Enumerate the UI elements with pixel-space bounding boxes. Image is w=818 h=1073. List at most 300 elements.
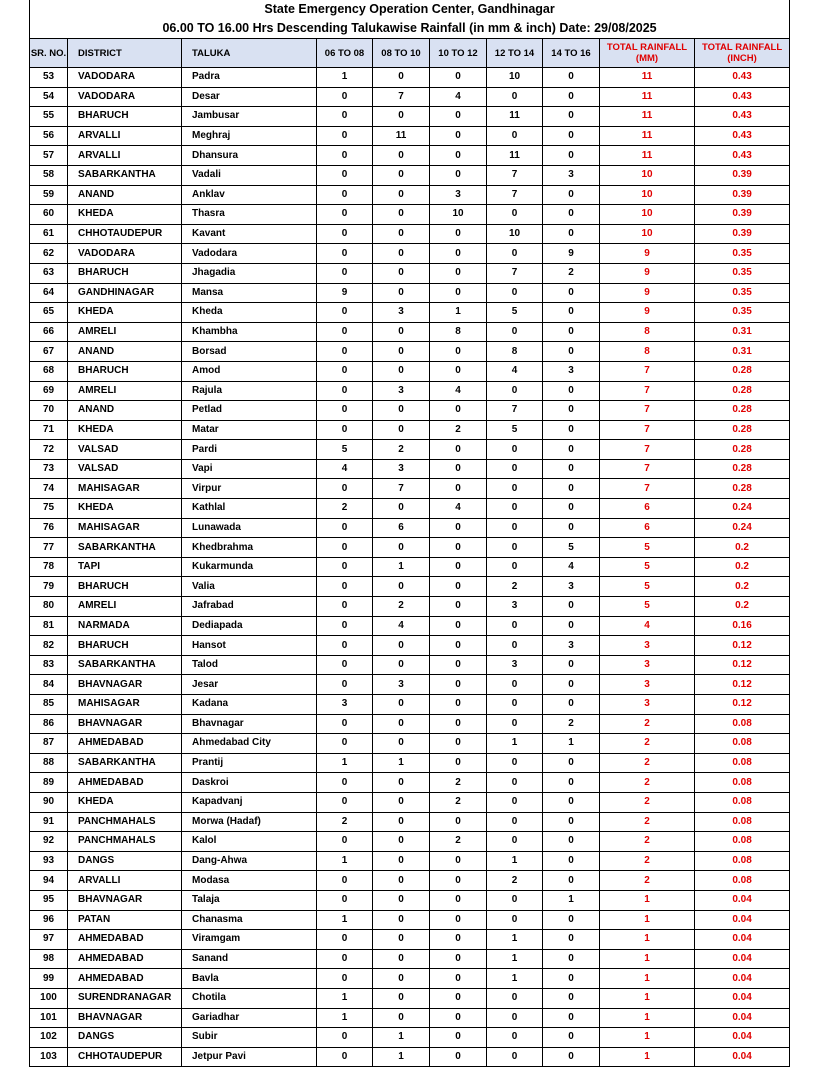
rain-10-12-cell: 2 bbox=[430, 420, 487, 440]
total-inch-cell: 0.39 bbox=[695, 165, 790, 185]
taluka-cell: Bavla bbox=[182, 969, 317, 989]
rain-10-12-cell: 0 bbox=[430, 988, 487, 1008]
rain-14-16-cell: 0 bbox=[543, 440, 600, 460]
rain-14-16-cell: 5 bbox=[543, 538, 600, 558]
table-row bbox=[30, 851, 790, 871]
rain-12-14-cell: 1 bbox=[487, 851, 543, 871]
sr-no-cell: 85 bbox=[30, 695, 68, 715]
report-subtitle: 06.00 TO 16.00 Hrs Descending Talukawise Rainfall (in mm & inch) Date: 29/08/2025 bbox=[30, 19, 790, 39]
rain-14-16-cell: 3 bbox=[543, 636, 600, 656]
taluka-cell: Jesar bbox=[182, 675, 317, 695]
rain-10-12-cell: 0 bbox=[430, 538, 487, 558]
total-mm-cell: 1 bbox=[600, 930, 695, 950]
rain-06-08-cell: 2 bbox=[317, 499, 373, 519]
rainfall-table bbox=[29, 0, 790, 1067]
total-inch-cell: 0.43 bbox=[695, 126, 790, 146]
rain-14-16-cell: 0 bbox=[543, 381, 600, 401]
rain-08-10-cell: 6 bbox=[373, 518, 430, 538]
rain-10-12-cell: 0 bbox=[430, 636, 487, 656]
sr-no-cell: 100 bbox=[30, 988, 68, 1008]
rain-10-12-cell: 0 bbox=[430, 910, 487, 930]
rain-10-12-cell: 0 bbox=[430, 597, 487, 617]
sr-no-cell: 59 bbox=[30, 185, 68, 205]
rain-08-10-cell: 3 bbox=[373, 675, 430, 695]
rain-06-08-cell: 0 bbox=[317, 538, 373, 558]
total-mm-cell: 11 bbox=[600, 87, 695, 107]
rain-14-16-cell: 0 bbox=[543, 753, 600, 773]
rain-06-08-cell: 0 bbox=[317, 655, 373, 675]
rain-12-14-cell: 3 bbox=[487, 597, 543, 617]
rain-06-08-cell: 0 bbox=[317, 303, 373, 323]
rain-06-08-cell: 0 bbox=[317, 577, 373, 597]
rain-12-14-cell: 0 bbox=[487, 87, 543, 107]
rain-14-16-cell: 0 bbox=[543, 1047, 600, 1067]
sr-no-cell: 81 bbox=[30, 616, 68, 636]
total-inch-cell: 0.12 bbox=[695, 636, 790, 656]
total-mm-cell: 6 bbox=[600, 499, 695, 519]
rain-08-10-cell: 0 bbox=[373, 420, 430, 440]
total-mm-cell: 2 bbox=[600, 792, 695, 812]
rain-06-08-cell: 1 bbox=[317, 68, 373, 88]
rain-08-10-cell: 1 bbox=[373, 557, 430, 577]
rain-14-16-cell: 0 bbox=[543, 1008, 600, 1028]
rain-12-14-cell: 7 bbox=[487, 165, 543, 185]
rain-10-12-cell: 0 bbox=[430, 1028, 487, 1048]
district-cell: MAHISAGAR bbox=[68, 518, 182, 538]
taluka-cell: Subir bbox=[182, 1028, 317, 1048]
rain-14-16-cell: 0 bbox=[543, 283, 600, 303]
table-row bbox=[30, 401, 790, 421]
col-taluka: TALUKA bbox=[182, 39, 317, 68]
taluka-cell: Dang-Ahwa bbox=[182, 851, 317, 871]
rain-06-08-cell: 0 bbox=[317, 871, 373, 891]
district-cell: SABARKANTHA bbox=[68, 655, 182, 675]
total-mm-cell: 7 bbox=[600, 440, 695, 460]
rain-06-08-cell: 0 bbox=[317, 597, 373, 617]
rain-12-14-cell: 0 bbox=[487, 499, 543, 519]
report-title: State Emergency Operation Center, Gandhinagar bbox=[30, 0, 790, 19]
total-mm-cell: 4 bbox=[600, 616, 695, 636]
total-mm-cell: 8 bbox=[600, 322, 695, 342]
sr-no-cell: 68 bbox=[30, 361, 68, 381]
sr-no-cell: 67 bbox=[30, 342, 68, 362]
rain-06-08-cell: 0 bbox=[317, 616, 373, 636]
rain-10-12-cell: 0 bbox=[430, 342, 487, 362]
rain-08-10-cell: 11 bbox=[373, 126, 430, 146]
taluka-cell: Khedbrahma bbox=[182, 538, 317, 558]
district-cell: AHMEDABAD bbox=[68, 734, 182, 754]
taluka-cell: Ahmedabad City bbox=[182, 734, 317, 754]
taluka-cell: Lunawada bbox=[182, 518, 317, 538]
rain-06-08-cell: 0 bbox=[317, 401, 373, 421]
total-inch-cell: 0.12 bbox=[695, 695, 790, 715]
rain-08-10-cell: 0 bbox=[373, 792, 430, 812]
total-mm-cell: 5 bbox=[600, 557, 695, 577]
total-inch-cell: 0.35 bbox=[695, 244, 790, 264]
total-inch-cell: 0.12 bbox=[695, 655, 790, 675]
col-14-16: 14 TO 16 bbox=[543, 39, 600, 68]
total-mm-cell: 1 bbox=[600, 1008, 695, 1028]
rain-06-08-cell: 0 bbox=[317, 205, 373, 225]
rain-10-12-cell: 0 bbox=[430, 1047, 487, 1067]
rain-10-12-cell: 0 bbox=[430, 440, 487, 460]
rain-14-16-cell: 0 bbox=[543, 988, 600, 1008]
total-mm-cell: 11 bbox=[600, 126, 695, 146]
district-cell: KHEDA bbox=[68, 205, 182, 225]
rain-08-10-cell: 3 bbox=[373, 459, 430, 479]
rain-06-08-cell: 0 bbox=[317, 342, 373, 362]
district-cell: ANAND bbox=[68, 401, 182, 421]
taluka-cell: Vadali bbox=[182, 165, 317, 185]
sr-no-cell: 58 bbox=[30, 165, 68, 185]
col-total-inch: TOTAL RAINFALL (INCH) bbox=[695, 39, 790, 68]
rain-12-14-cell: 0 bbox=[487, 1047, 543, 1067]
rain-14-16-cell: 0 bbox=[543, 851, 600, 871]
rain-06-08-cell: 0 bbox=[317, 381, 373, 401]
rain-14-16-cell: 0 bbox=[543, 401, 600, 421]
rain-10-12-cell: 0 bbox=[430, 655, 487, 675]
rain-14-16-cell: 0 bbox=[543, 949, 600, 969]
rain-14-16-cell: 3 bbox=[543, 577, 600, 597]
total-mm-cell: 10 bbox=[600, 185, 695, 205]
table-row bbox=[30, 714, 790, 734]
district-cell: PANCHMAHALS bbox=[68, 812, 182, 832]
total-mm-cell: 7 bbox=[600, 401, 695, 421]
rain-08-10-cell: 0 bbox=[373, 322, 430, 342]
table-row bbox=[30, 675, 790, 695]
rain-06-08-cell: 0 bbox=[317, 969, 373, 989]
rain-06-08-cell: 0 bbox=[317, 322, 373, 342]
rain-06-08-cell: 0 bbox=[317, 930, 373, 950]
total-mm-cell: 9 bbox=[600, 263, 695, 283]
total-inch-cell: 0.08 bbox=[695, 734, 790, 754]
total-inch-cell: 0.43 bbox=[695, 87, 790, 107]
rain-06-08-cell: 0 bbox=[317, 792, 373, 812]
taluka-cell: Anklav bbox=[182, 185, 317, 205]
total-inch-cell: 0.39 bbox=[695, 185, 790, 205]
rain-12-14-cell: 0 bbox=[487, 205, 543, 225]
col-district: DISTRICT bbox=[68, 39, 182, 68]
table-row bbox=[30, 107, 790, 127]
rain-08-10-cell: 0 bbox=[373, 361, 430, 381]
rain-14-16-cell: 0 bbox=[543, 930, 600, 950]
district-cell: ARVALLI bbox=[68, 871, 182, 891]
rain-12-14-cell: 0 bbox=[487, 440, 543, 460]
rain-08-10-cell: 0 bbox=[373, 244, 430, 264]
table-row bbox=[30, 969, 790, 989]
table-row bbox=[30, 557, 790, 577]
total-inch-cell: 0.43 bbox=[695, 68, 790, 88]
col-total-mm: TOTAL RAINFALL (MM) bbox=[600, 39, 695, 68]
rain-12-14-cell: 0 bbox=[487, 459, 543, 479]
sr-no-cell: 66 bbox=[30, 322, 68, 342]
total-mm-cell: 9 bbox=[600, 303, 695, 323]
district-cell: PANCHMAHALS bbox=[68, 832, 182, 852]
table-row bbox=[30, 871, 790, 891]
taluka-cell: Gariadhar bbox=[182, 1008, 317, 1028]
rain-08-10-cell: 0 bbox=[373, 988, 430, 1008]
total-inch-cell: 0.31 bbox=[695, 342, 790, 362]
district-cell: CHHOTAUDEPUR bbox=[68, 224, 182, 244]
rain-06-08-cell: 0 bbox=[317, 146, 373, 166]
total-inch-cell: 0.35 bbox=[695, 263, 790, 283]
sr-no-cell: 72 bbox=[30, 440, 68, 460]
sr-no-cell: 78 bbox=[30, 557, 68, 577]
rain-14-16-cell: 0 bbox=[543, 342, 600, 362]
rain-06-08-cell: 1 bbox=[317, 910, 373, 930]
total-mm-cell: 3 bbox=[600, 636, 695, 656]
sr-no-cell: 94 bbox=[30, 871, 68, 891]
rain-10-12-cell: 4 bbox=[430, 381, 487, 401]
rain-12-14-cell: 0 bbox=[487, 322, 543, 342]
sr-no-cell: 57 bbox=[30, 146, 68, 166]
rain-14-16-cell: 0 bbox=[543, 126, 600, 146]
sr-no-cell: 88 bbox=[30, 753, 68, 773]
rain-06-08-cell: 3 bbox=[317, 695, 373, 715]
total-inch-cell: 0.2 bbox=[695, 557, 790, 577]
table-row bbox=[30, 361, 790, 381]
district-cell: VADODARA bbox=[68, 244, 182, 264]
table-row bbox=[30, 459, 790, 479]
rain-10-12-cell: 0 bbox=[430, 695, 487, 715]
rain-14-16-cell: 0 bbox=[543, 773, 600, 793]
rain-08-10-cell: 0 bbox=[373, 832, 430, 852]
table-row bbox=[30, 812, 790, 832]
table-row bbox=[30, 695, 790, 715]
sr-no-cell: 55 bbox=[30, 107, 68, 127]
total-inch-cell: 0.08 bbox=[695, 792, 790, 812]
rain-06-08-cell: 0 bbox=[317, 185, 373, 205]
taluka-cell: Thasra bbox=[182, 205, 317, 225]
taluka-cell: Meghraj bbox=[182, 126, 317, 146]
total-inch-cell: 0.28 bbox=[695, 361, 790, 381]
total-inch-cell: 0.16 bbox=[695, 616, 790, 636]
taluka-cell: Jhagadia bbox=[182, 263, 317, 283]
table-row bbox=[30, 792, 790, 812]
rain-06-08-cell: 1 bbox=[317, 851, 373, 871]
rain-14-16-cell: 0 bbox=[543, 479, 600, 499]
sr-no-cell: 73 bbox=[30, 459, 68, 479]
sr-no-cell: 69 bbox=[30, 381, 68, 401]
taluka-cell: Jafrabad bbox=[182, 597, 317, 617]
total-inch-cell: 0.12 bbox=[695, 675, 790, 695]
rain-12-14-cell: 5 bbox=[487, 420, 543, 440]
total-inch-cell: 0.35 bbox=[695, 283, 790, 303]
rain-06-08-cell: 0 bbox=[317, 832, 373, 852]
rain-10-12-cell: 0 bbox=[430, 283, 487, 303]
sr-no-cell: 63 bbox=[30, 263, 68, 283]
rain-08-10-cell: 2 bbox=[373, 597, 430, 617]
sr-no-cell: 77 bbox=[30, 538, 68, 558]
total-inch-cell: 0.08 bbox=[695, 773, 790, 793]
district-cell: SABARKANTHA bbox=[68, 538, 182, 558]
rain-14-16-cell: 0 bbox=[543, 499, 600, 519]
sr-no-cell: 84 bbox=[30, 675, 68, 695]
rain-08-10-cell: 0 bbox=[373, 283, 430, 303]
district-cell: AHMEDABAD bbox=[68, 930, 182, 950]
rain-10-12-cell: 0 bbox=[430, 165, 487, 185]
rain-10-12-cell: 0 bbox=[430, 459, 487, 479]
sr-no-cell: 54 bbox=[30, 87, 68, 107]
rain-12-14-cell: 0 bbox=[487, 381, 543, 401]
total-mm-cell: 8 bbox=[600, 342, 695, 362]
rain-12-14-cell: 1 bbox=[487, 969, 543, 989]
rain-10-12-cell: 0 bbox=[430, 734, 487, 754]
sr-no-cell: 86 bbox=[30, 714, 68, 734]
total-inch-cell: 0.35 bbox=[695, 303, 790, 323]
district-cell: ANAND bbox=[68, 185, 182, 205]
taluka-cell: Kalol bbox=[182, 832, 317, 852]
rain-06-08-cell: 0 bbox=[317, 126, 373, 146]
sr-no-cell: 83 bbox=[30, 655, 68, 675]
rain-12-14-cell: 7 bbox=[487, 185, 543, 205]
rain-08-10-cell: 0 bbox=[373, 263, 430, 283]
sr-no-cell: 103 bbox=[30, 1047, 68, 1067]
rain-14-16-cell: 0 bbox=[543, 303, 600, 323]
total-inch-cell: 0.04 bbox=[695, 988, 790, 1008]
rain-10-12-cell: 4 bbox=[430, 499, 487, 519]
total-mm-cell: 2 bbox=[600, 871, 695, 891]
col-08-10: 08 TO 10 bbox=[373, 39, 430, 68]
rain-12-14-cell: 0 bbox=[487, 812, 543, 832]
total-inch-cell: 0.24 bbox=[695, 499, 790, 519]
rain-12-14-cell: 0 bbox=[487, 538, 543, 558]
rain-08-10-cell: 0 bbox=[373, 107, 430, 127]
total-mm-cell: 7 bbox=[600, 361, 695, 381]
rain-10-12-cell: 0 bbox=[430, 68, 487, 88]
rain-06-08-cell: 0 bbox=[317, 479, 373, 499]
total-inch-cell: 0.04 bbox=[695, 1047, 790, 1067]
table-row bbox=[30, 126, 790, 146]
rain-10-12-cell: 2 bbox=[430, 832, 487, 852]
rain-12-14-cell: 0 bbox=[487, 616, 543, 636]
rain-06-08-cell: 0 bbox=[317, 773, 373, 793]
rain-06-08-cell: 0 bbox=[317, 518, 373, 538]
total-mm-cell: 11 bbox=[600, 107, 695, 127]
sr-no-cell: 102 bbox=[30, 1028, 68, 1048]
taluka-cell: Pardi bbox=[182, 440, 317, 460]
sr-no-cell: 60 bbox=[30, 205, 68, 225]
rain-12-14-cell: 11 bbox=[487, 107, 543, 127]
rain-08-10-cell: 1 bbox=[373, 1028, 430, 1048]
rain-08-10-cell: 0 bbox=[373, 910, 430, 930]
rain-06-08-cell: 0 bbox=[317, 244, 373, 264]
taluka-cell: Modasa bbox=[182, 871, 317, 891]
rain-08-10-cell: 0 bbox=[373, 185, 430, 205]
table-row bbox=[30, 949, 790, 969]
sr-no-cell: 75 bbox=[30, 499, 68, 519]
rain-06-08-cell: 0 bbox=[317, 224, 373, 244]
rain-14-16-cell: 0 bbox=[543, 518, 600, 538]
rain-14-16-cell: 0 bbox=[543, 322, 600, 342]
district-cell: DANGS bbox=[68, 1028, 182, 1048]
total-mm-cell: 3 bbox=[600, 695, 695, 715]
sr-no-cell: 76 bbox=[30, 518, 68, 538]
taluka-cell: Daskroi bbox=[182, 773, 317, 793]
rain-08-10-cell: 3 bbox=[373, 381, 430, 401]
total-inch-cell: 0.28 bbox=[695, 420, 790, 440]
rain-14-16-cell: 0 bbox=[543, 68, 600, 88]
rain-08-10-cell: 0 bbox=[373, 695, 430, 715]
table-row bbox=[30, 910, 790, 930]
sr-no-cell: 80 bbox=[30, 597, 68, 617]
rain-12-14-cell: 0 bbox=[487, 890, 543, 910]
rain-14-16-cell: 0 bbox=[543, 695, 600, 715]
rain-06-08-cell: 0 bbox=[317, 714, 373, 734]
total-mm-cell: 5 bbox=[600, 577, 695, 597]
rain-12-14-cell: 4 bbox=[487, 361, 543, 381]
rain-06-08-cell: 1 bbox=[317, 753, 373, 773]
total-mm-cell: 1 bbox=[600, 1047, 695, 1067]
rain-12-14-cell: 10 bbox=[487, 68, 543, 88]
table-row bbox=[30, 263, 790, 283]
total-mm-cell: 9 bbox=[600, 283, 695, 303]
rain-10-12-cell: 4 bbox=[430, 87, 487, 107]
rain-10-12-cell: 0 bbox=[430, 1008, 487, 1028]
rain-08-10-cell: 0 bbox=[373, 146, 430, 166]
rain-10-12-cell: 0 bbox=[430, 263, 487, 283]
rain-06-08-cell: 1 bbox=[317, 1008, 373, 1028]
rain-14-16-cell: 0 bbox=[543, 616, 600, 636]
total-mm-cell: 1 bbox=[600, 988, 695, 1008]
table-row bbox=[30, 205, 790, 225]
rain-06-08-cell: 0 bbox=[317, 361, 373, 381]
total-mm-cell: 5 bbox=[600, 538, 695, 558]
total-inch-cell: 0.08 bbox=[695, 714, 790, 734]
table-row bbox=[30, 479, 790, 499]
total-inch-cell: 0.2 bbox=[695, 597, 790, 617]
total-mm-cell: 9 bbox=[600, 244, 695, 264]
taluka-cell: Viramgam bbox=[182, 930, 317, 950]
rain-14-16-cell: 0 bbox=[543, 812, 600, 832]
sr-no-cell: 101 bbox=[30, 1008, 68, 1028]
taluka-cell: Amod bbox=[182, 361, 317, 381]
rain-08-10-cell: 0 bbox=[373, 871, 430, 891]
rain-08-10-cell: 0 bbox=[373, 577, 430, 597]
rain-10-12-cell: 0 bbox=[430, 871, 487, 891]
rain-10-12-cell: 0 bbox=[430, 126, 487, 146]
rain-06-08-cell: 0 bbox=[317, 949, 373, 969]
rain-14-16-cell: 4 bbox=[543, 557, 600, 577]
district-cell: KHEDA bbox=[68, 792, 182, 812]
rain-14-16-cell: 0 bbox=[543, 655, 600, 675]
sr-no-cell: 56 bbox=[30, 126, 68, 146]
taluka-cell: Kadana bbox=[182, 695, 317, 715]
rain-06-08-cell: 4 bbox=[317, 459, 373, 479]
taluka-cell: Chotila bbox=[182, 988, 317, 1008]
total-mm-cell: 6 bbox=[600, 518, 695, 538]
sr-no-cell: 53 bbox=[30, 68, 68, 88]
total-inch-cell: 0.04 bbox=[695, 1008, 790, 1028]
rainfall-report bbox=[29, 0, 789, 1067]
taluka-cell: Khambha bbox=[182, 322, 317, 342]
total-inch-cell: 0.08 bbox=[695, 871, 790, 891]
rain-06-08-cell: 0 bbox=[317, 675, 373, 695]
sr-no-cell: 87 bbox=[30, 734, 68, 754]
district-cell: PATAN bbox=[68, 910, 182, 930]
taluka-cell: Jetpur Pavi bbox=[182, 1047, 317, 1067]
total-inch-cell: 0.08 bbox=[695, 812, 790, 832]
rain-12-14-cell: 2 bbox=[487, 871, 543, 891]
rain-08-10-cell: 0 bbox=[373, 401, 430, 421]
rain-12-14-cell: 0 bbox=[487, 695, 543, 715]
rain-14-16-cell: 0 bbox=[543, 224, 600, 244]
rain-08-10-cell: 0 bbox=[373, 969, 430, 989]
total-mm-cell: 10 bbox=[600, 224, 695, 244]
rain-06-08-cell: 0 bbox=[317, 1047, 373, 1067]
total-mm-cell: 7 bbox=[600, 420, 695, 440]
rain-10-12-cell: 0 bbox=[430, 244, 487, 264]
